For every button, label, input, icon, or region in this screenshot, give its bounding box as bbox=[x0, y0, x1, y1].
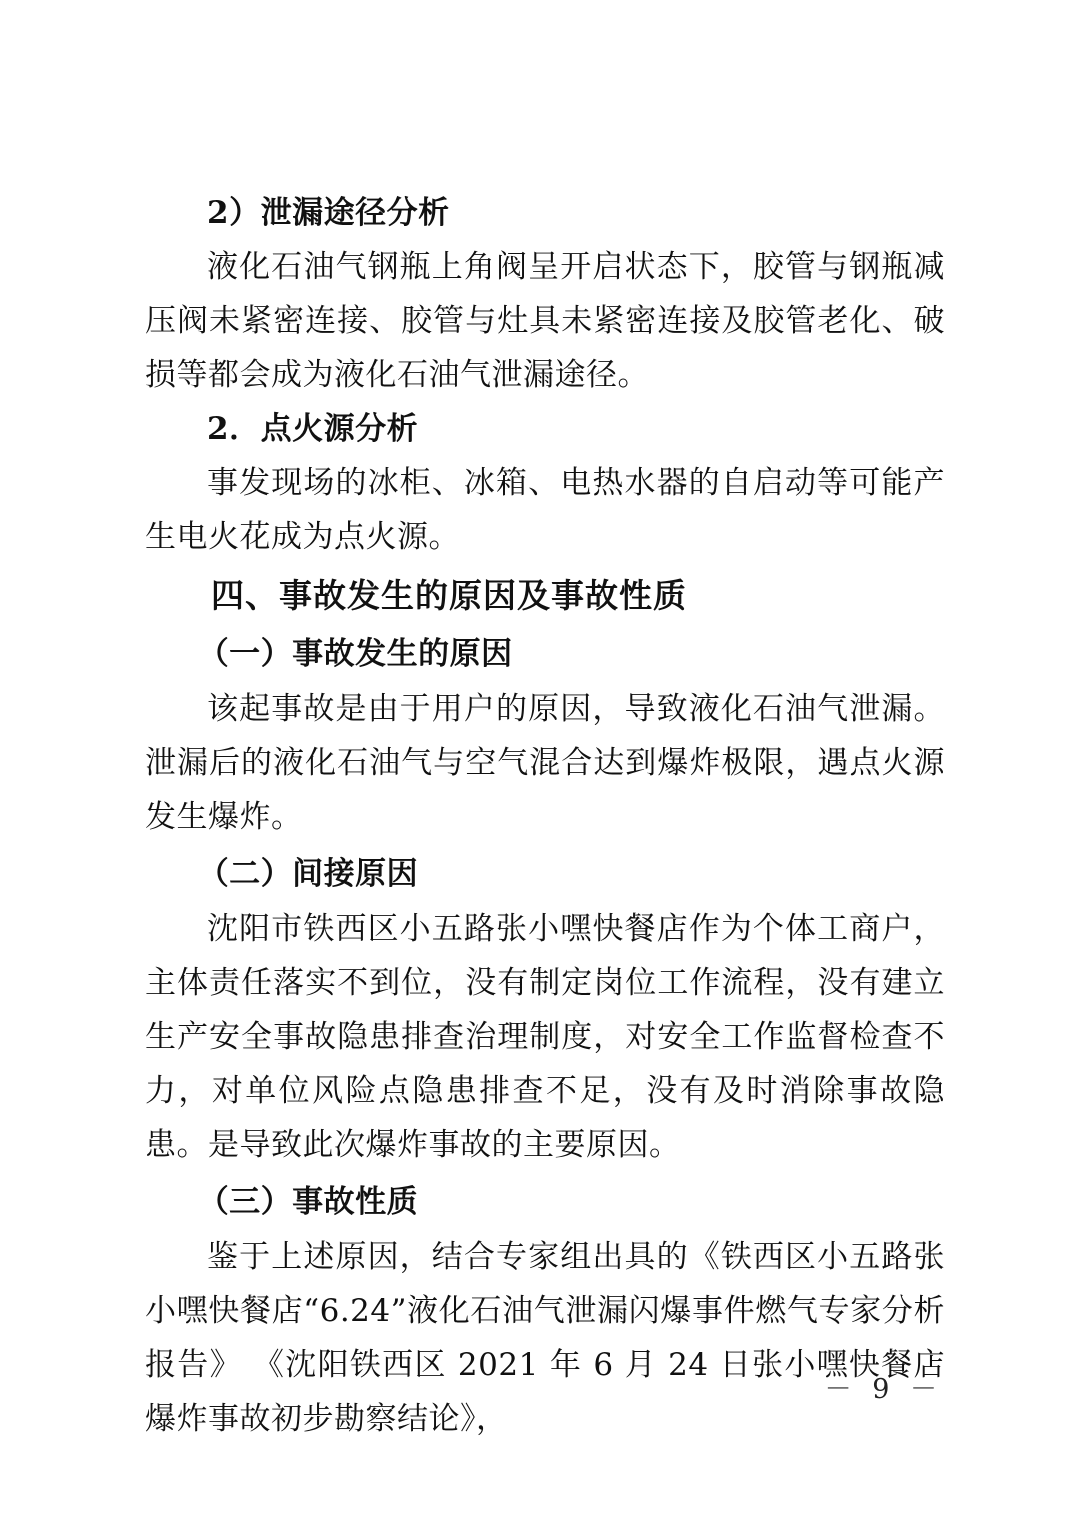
paragraph-accident-nature: 鉴于上述原因，结合专家组出具的《铁西区小五路张小嘿快餐店“6.24”液化石油气泄漏闪爆事件燃气专家分析报告》 《沈阳铁西区 2021 年 6 月 24 日张小嘿快餐店爆炸事故初步勘察结论》， bbox=[145, 1239, 945, 1437]
heading-indirect-cause: （二）间接原因 bbox=[197, 856, 419, 892]
document-body bbox=[145, 186, 945, 1446]
heading-accident-cause: （一）事故发生的原因 bbox=[197, 636, 513, 672]
paragraph-accident-cause: 该起事故是由于用户的原因，导致液化石油气泄漏。泄漏后的液化石油气与空气混合达到爆炸极限，遇点火源发生爆炸。 bbox=[145, 691, 945, 835]
heading-leak-path-analysis: 2）泄漏途径分析 bbox=[207, 195, 450, 231]
page-number: － 9 － bbox=[824, 1374, 943, 1405]
heading-section-four-cause-and-nature: 四、事故发生的原因及事故性质 bbox=[211, 576, 687, 615]
paragraph-leak-path: 液化石油气钢瓶上角阀呈开启状态下，胶管与钢瓶减压阀未紧密连接、胶管与灶具未紧密连接及胶管老化、破损等都会成为液化石油气泄漏途径。 bbox=[145, 249, 945, 393]
heading-ignition-source-analysis: 2．点火源分析 bbox=[207, 411, 419, 447]
paragraph-indirect-cause: 沈阳市铁西区小五路张小嘿快餐店作为个体工商户，主体责任落实不到位，没有制定岗位工作流程，没有建立生产安全事故隐患排查治理制度，对安全工作监督检查不力，对单位风险点隐患排查不足，没有及时消除事故隐患。是导致此次爆炸事故的主要原因。 bbox=[145, 911, 945, 1163]
paragraph-ignition-source: 事发现场的冰柜、冰箱、电热水器的自启动等可能产生电火花成为点火源。 bbox=[145, 465, 945, 555]
heading-accident-nature: （三）事故性质 bbox=[197, 1184, 419, 1220]
